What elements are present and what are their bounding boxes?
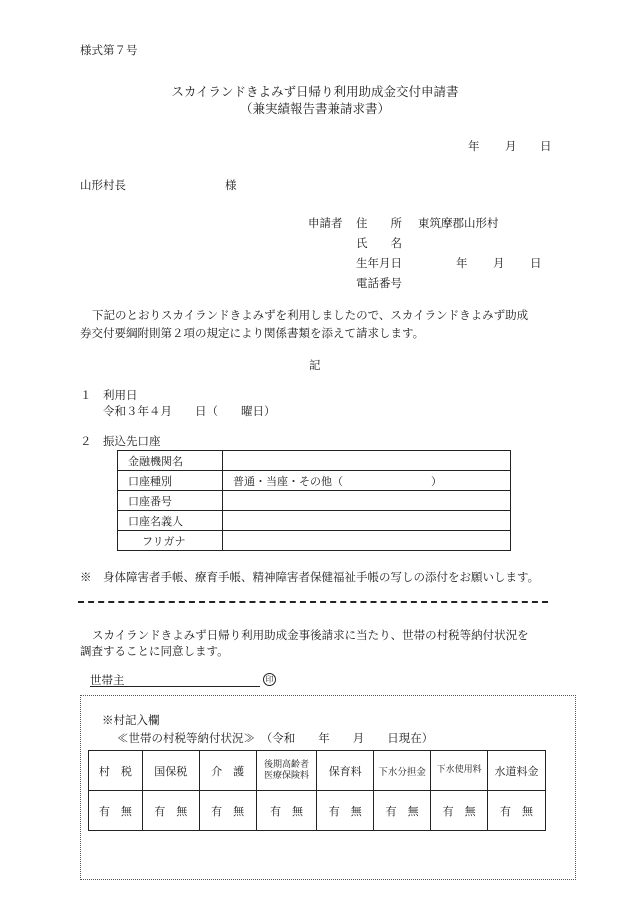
header-care: 介 護	[199, 751, 256, 791]
furigana-field[interactable]	[223, 531, 511, 551]
header-sewer-share: 下水分担金	[374, 751, 431, 791]
bank-name-field[interactable]	[223, 451, 511, 471]
tax-status-table	[88, 750, 546, 831]
status-late-elderly-insurance[interactable]: 有 無	[256, 791, 317, 831]
seal-icon: 印	[263, 673, 276, 686]
account-table	[117, 450, 511, 551]
form-title: スカイランドきよみず日帰り利用助成金交付申請書	[171, 84, 459, 99]
header-national-health-tax: 国保税	[142, 751, 199, 791]
status-village-tax[interactable]: 有 無	[89, 791, 143, 831]
section2-number: ２	[80, 434, 92, 448]
table-row	[89, 751, 546, 791]
ki-heading: 記	[309, 358, 321, 372]
account-type-field[interactable]: 普通・当座・その他（ ）	[223, 471, 511, 491]
status-childcare-fee[interactable]: 有 無	[317, 791, 374, 831]
section1-title: 利用日	[103, 388, 138, 402]
addressee-honorific: 様	[225, 178, 237, 192]
account-holder-field[interactable]	[223, 511, 511, 531]
header-sewer-usage: 下水使用料	[431, 751, 488, 791]
date-year-label: 年	[468, 139, 480, 153]
header-childcare-fee: 保育料	[317, 751, 374, 791]
usage-date: 令和３年４月 日（ 曜日）	[103, 404, 276, 418]
status-care[interactable]: 有 無	[199, 791, 256, 831]
birth-month-label: 月	[493, 256, 505, 270]
bank-name-label: 金融機関名	[118, 451, 223, 471]
tax-status-title: ≪世帯の村税等納付状況≫ （令和 年 月 日現在）	[117, 731, 434, 745]
address-label: 住 所	[356, 216, 402, 230]
account-holder-label: 口座名義人	[118, 511, 223, 531]
applicant-label: 申請者	[308, 216, 343, 230]
birthdate-label: 生年月日	[356, 256, 402, 270]
account-type-label: 口座種別	[118, 471, 223, 491]
household-head-label: 世帯主	[90, 673, 125, 687]
phone-label: 電話番号	[356, 276, 402, 290]
addressee-name: 山形村長	[80, 178, 126, 192]
status-sewer-usage[interactable]: 有 無	[431, 791, 488, 831]
body-text-line-1: 下記のとおりスカイランドきよみずを利用しましたので、スカイランドきよみず助成	[92, 308, 529, 322]
table-row	[89, 791, 546, 831]
attachment-note: ※ 身体障害者手帳、療育手帳、精神障害者保健福祉手帳の写しの添付をお願いします。	[80, 570, 540, 584]
consent-text-line-2: 調査することに同意します。	[80, 644, 229, 658]
furigana-label: フリガナ	[118, 531, 223, 551]
birth-year-label: 年	[456, 256, 468, 270]
name-label: 氏 名	[356, 236, 402, 250]
section2-title: 振込先口座	[103, 434, 161, 448]
date-day-label: 日	[540, 139, 552, 153]
table-row	[118, 511, 511, 531]
account-number-label: 口座番号	[118, 491, 223, 511]
body-text-line-2: 券交付要綱附則第２項の規定により関係書類を添えて請求します。	[80, 326, 425, 340]
table-row	[118, 471, 511, 491]
date-month-label: 月	[505, 139, 517, 153]
birth-day-label: 日	[530, 256, 542, 270]
consent-text-line-1: スカイランドきよみず日帰り利用助成金事後請求に当たり、世帯の村税等納付状況を	[92, 628, 529, 642]
status-sewer-share[interactable]: 有 無	[374, 791, 431, 831]
header-water-fee: 水道料金	[488, 751, 546, 791]
seal-mark	[263, 671, 276, 686]
cut-line	[78, 601, 548, 603]
table-row	[118, 491, 511, 511]
household-head-signature-line[interactable]	[90, 672, 260, 687]
table-row	[118, 451, 511, 471]
account-number-field[interactable]	[223, 491, 511, 511]
village-box-title: ※村記入欄	[102, 713, 160, 727]
section1-number: １	[80, 388, 92, 402]
header-late-elderly-insurance: 後期高齢者 医療保険料	[256, 751, 317, 791]
status-national-health-tax[interactable]: 有 無	[142, 791, 199, 831]
form-number: 様式第７号	[80, 43, 138, 57]
status-water-fee[interactable]: 有 無	[488, 791, 546, 831]
form-subtitle: （兼実績報告書兼請求書）	[239, 101, 390, 116]
table-row	[118, 531, 511, 551]
address-value: 東筑摩郡山形村	[418, 216, 499, 230]
header-village-tax: 村 税	[89, 751, 143, 791]
